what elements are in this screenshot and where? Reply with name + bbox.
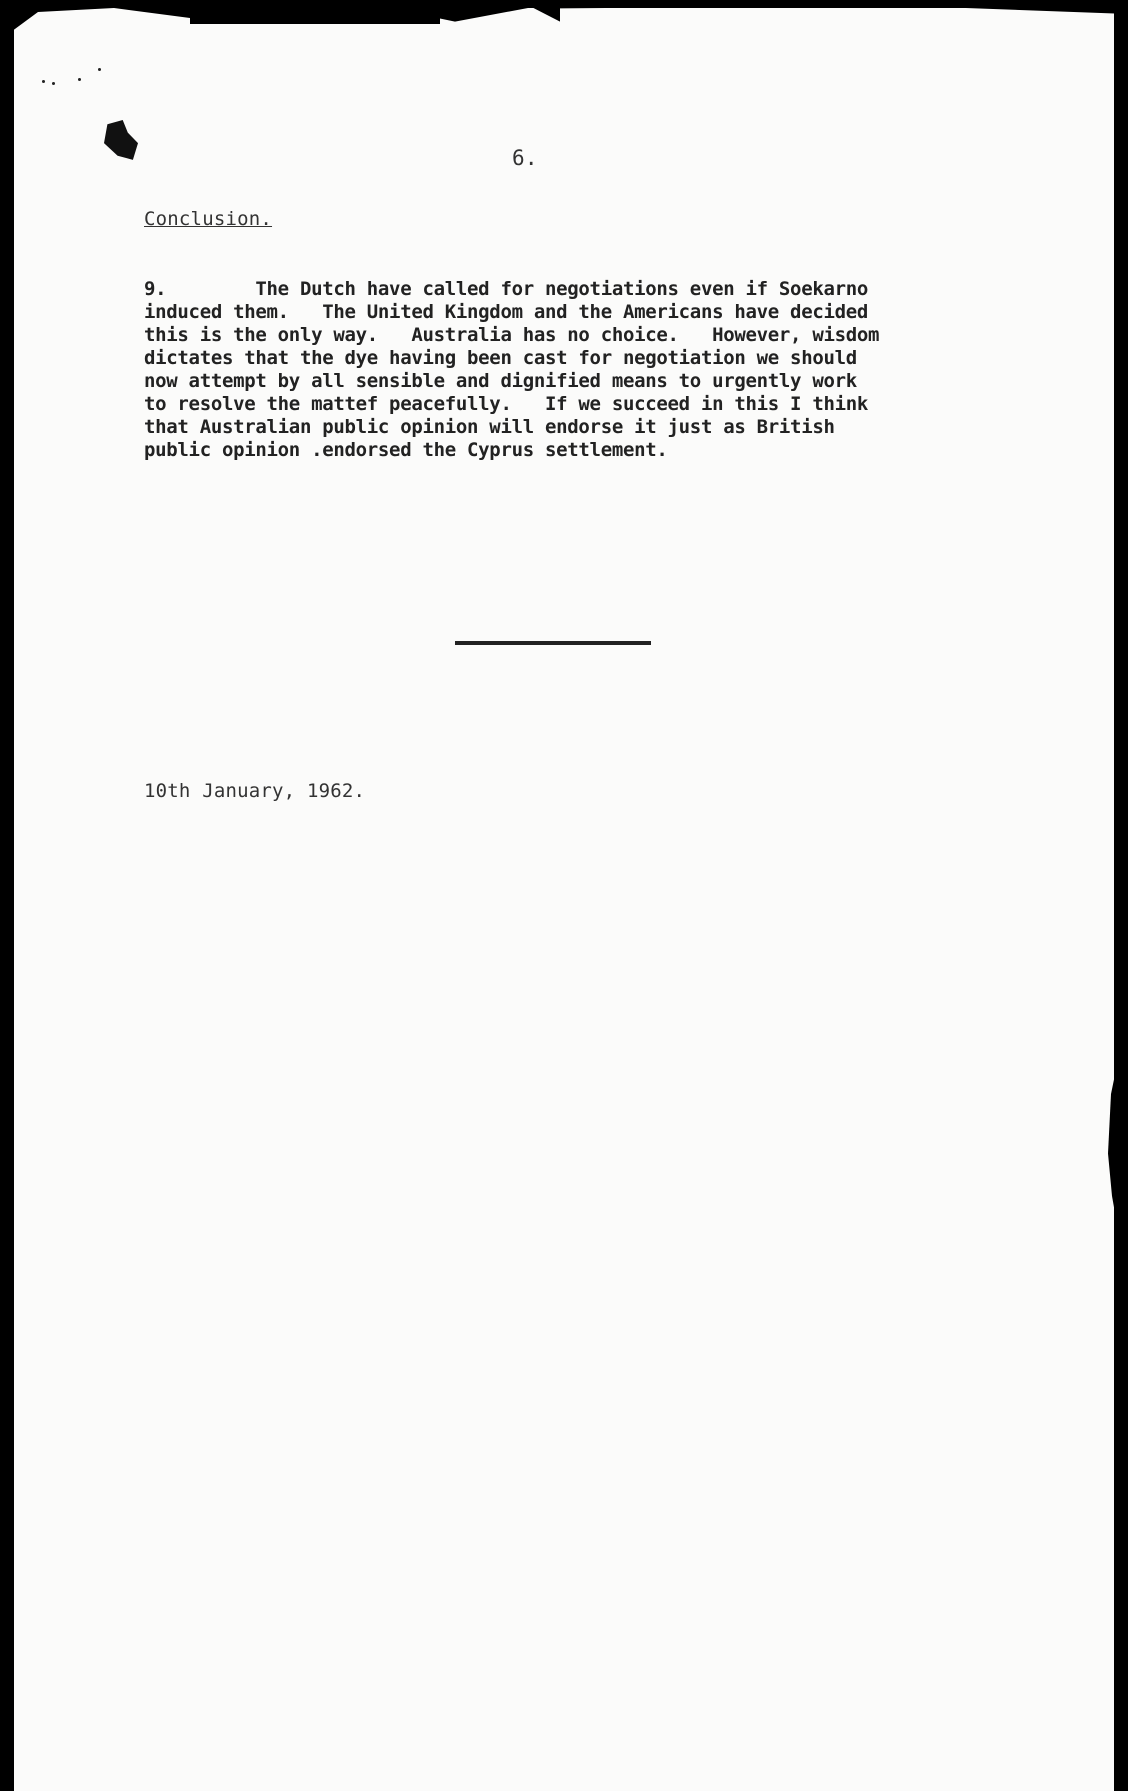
section-divider	[455, 641, 651, 645]
dust-specks	[40, 68, 120, 88]
paragraph-line: that Australian public opinion will endorse it just as British	[144, 416, 835, 438]
paragraph-line: induced them. The United Kingdom and the Americans have decided	[144, 301, 869, 323]
scan-edge-right	[1114, 0, 1128, 1791]
paragraph-line: 9. The Dutch have called for negotiations even if Soekarno	[144, 278, 869, 300]
paragraph-line: to resolve the mattef peacefully. If we succeed in this I think	[144, 393, 869, 415]
paragraph-line: dictates that the dye having been cast for negotiation we should	[144, 347, 857, 369]
paragraph-line: this is the only way. Australia has no choice. However, wisdom	[144, 324, 880, 346]
document-date: 10th January, 1962.	[144, 780, 366, 802]
scan-edge-left	[0, 0, 14, 1791]
section-heading: Conclusion.	[144, 208, 273, 230]
page-number: 6.	[512, 146, 538, 170]
paragraph-line: public opinion .endorsed the Cyprus settlement.	[144, 439, 668, 461]
paragraph-line: now attempt by all sensible and dignified means to urgently work	[144, 370, 857, 392]
scan-edge-top	[190, 0, 440, 24]
paper-sheet	[14, 8, 1118, 1791]
